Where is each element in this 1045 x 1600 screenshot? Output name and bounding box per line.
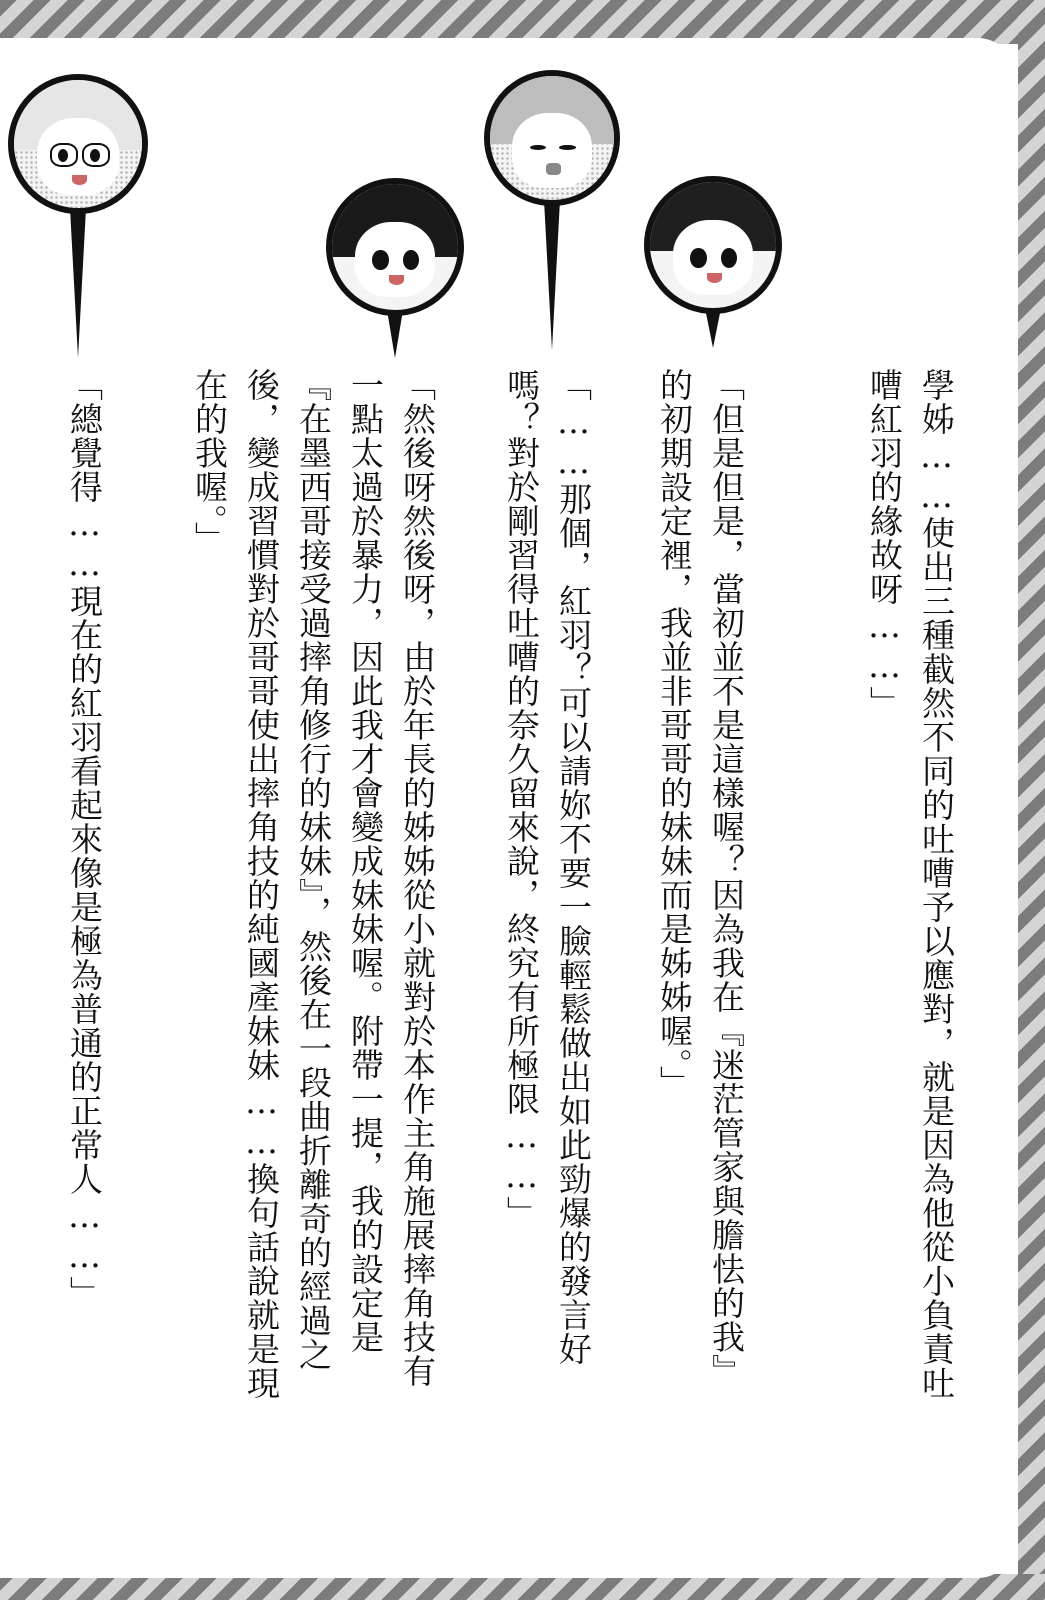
right-border-stripe [1018, 0, 1045, 1600]
text-line: 「但是但是，當初並不是這樣喔？因為我在『迷茫管家與膽怯的我』 [707, 368, 746, 1388]
dialogue-column-3 [495, 368, 599, 1366]
text-line: 『在墨西哥接受過摔角修行的妹妹』，然後在一段曲折離奇的經過之 [294, 368, 333, 1372]
text-line: 嗎？對於剛習得吐嘈的奈久留來說，終究有所極限……」 [502, 368, 541, 1230]
text-line: 後，變成習慣對於哥哥使出摔角技的純國產妹妹……換句話說就是現 [242, 368, 281, 1400]
character-portrait-dark-hair-girl-icon [326, 178, 466, 368]
dialogue-column-4 [183, 368, 443, 1400]
text-line: 嘈紅羽的緣故呀……」 [865, 368, 904, 720]
character-portrait-short-hair-girl-icon [644, 176, 784, 356]
text-line: 一點太過於暴力，因此我才會變成妹妹喔。附帶一提，我的設定是 [346, 368, 385, 1354]
text-line: 在的我喔。」 [190, 368, 229, 556]
text-line: 學姊……使出三種截然不同的吐嘈予以應對，就是因為他從小負責吐 [917, 368, 956, 1400]
dialogue-column-2 [648, 368, 752, 1388]
dialogue-column-5 [58, 368, 110, 1310]
character-portrait-light-hair-girl-icon [484, 70, 622, 360]
text-line: 「總覺得……現在的紅羽看起來像是極為普通的正常人……」 [65, 368, 104, 1310]
text-line: 「……那個，紅羽？可以請妳不要一臉輕鬆做出如此勁爆的發言好 [554, 368, 593, 1366]
text-line: 的初期設定裡，我並非哥哥的妹妹而是姊姊喔。」 [655, 368, 694, 1100]
character-portrait-glasses-girl-icon [8, 74, 148, 364]
text-line: 「然後呀然後呀，由於年長的姊姊從小就對於本作主角施展摔角技有 [398, 368, 437, 1388]
dialogue-column-1 [858, 368, 962, 1400]
